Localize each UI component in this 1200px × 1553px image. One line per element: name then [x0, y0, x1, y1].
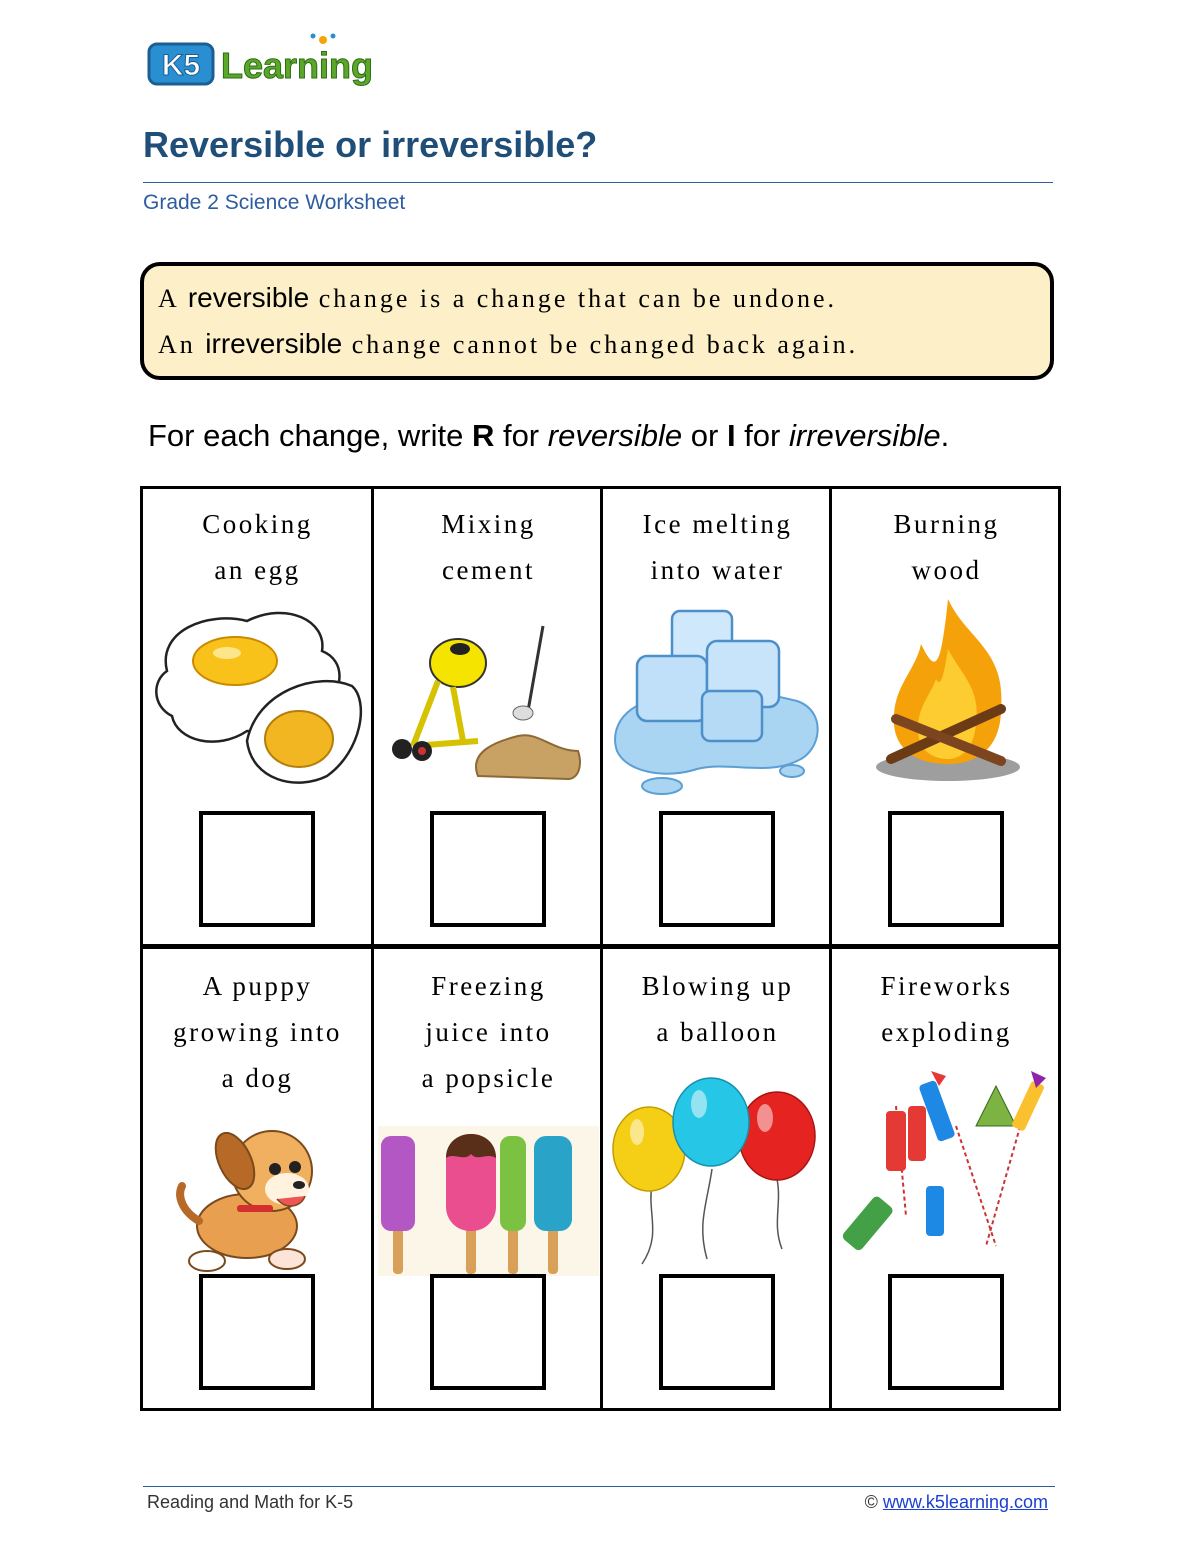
term-irreversible: irreversible — [205, 328, 343, 359]
item-puppy-growing — [143, 951, 372, 1409]
footer-copyright: © www.k5learning.com — [864, 1492, 1048, 1512]
item-ice-melting — [603, 489, 832, 947]
item-label: Freezing juice into a popsicle — [421, 971, 556, 1093]
answer-box[interactable] — [659, 1274, 775, 1390]
answer-box[interactable] — [888, 1274, 1004, 1390]
item-label: Ice melting into water — [642, 509, 793, 585]
fried-and-boiled-egg-icon — [147, 601, 368, 801]
svg-text:K5: K5 — [161, 49, 201, 82]
puppy-icon — [147, 1096, 368, 1296]
page-title: Reversible or irreversible? — [143, 124, 598, 165]
answer-box[interactable] — [888, 811, 1004, 927]
definition-reversible: A reversible change is a change that can be undone. — [158, 282, 838, 313]
fireworks-icon — [836, 1061, 1057, 1261]
svg-text:Learning: Learning — [221, 45, 374, 86]
item-label: Mixing cement — [441, 509, 536, 585]
footer-tagline: Reading and Math for K-5 — [147, 1492, 354, 1512]
answer-box[interactable] — [199, 1274, 315, 1390]
answer-box[interactable] — [430, 811, 546, 927]
item-label: Fireworks exploding — [880, 971, 1013, 1047]
worksheet-grid — [140, 486, 1061, 1411]
item-label: Cooking an egg — [202, 509, 313, 585]
balloons-icon — [607, 1069, 828, 1269]
answer-box[interactable] — [199, 811, 315, 927]
item-freezing-juice — [374, 951, 603, 1409]
melting-ice-icon — [607, 601, 828, 801]
item-mixing-cement — [374, 489, 603, 947]
title-divider — [143, 182, 1053, 183]
definition-box — [140, 262, 1054, 380]
footer-link[interactable]: www.k5learning.com — [882, 1492, 1048, 1512]
cement-mixer-icon — [378, 601, 599, 801]
k5-learning-logo — [145, 30, 405, 92]
item-label: A puppy growing into a dog — [173, 971, 342, 1093]
term-reversible: reversible — [187, 282, 310, 313]
popsicles-icon — [378, 1101, 599, 1301]
item-label: Blowing up a balloon — [641, 971, 794, 1047]
item-blowing-balloon — [603, 951, 832, 1409]
item-cooking-egg — [143, 489, 372, 947]
footer-divider — [143, 1486, 1055, 1487]
item-label: Burning wood — [893, 509, 1000, 585]
answer-box[interactable] — [430, 1274, 546, 1390]
answer-box[interactable] — [659, 811, 775, 927]
page-subtitle: Grade 2 Science Worksheet — [143, 191, 406, 214]
item-burning-wood — [832, 489, 1061, 947]
item-fireworks-exploding — [832, 951, 1061, 1409]
definition-irreversible: An irreversible change cannot be changed back again. — [158, 328, 859, 359]
instruction-text: For each change, write R for reversible or I for irreversible. — [148, 418, 950, 453]
campfire-icon — [836, 589, 1057, 789]
